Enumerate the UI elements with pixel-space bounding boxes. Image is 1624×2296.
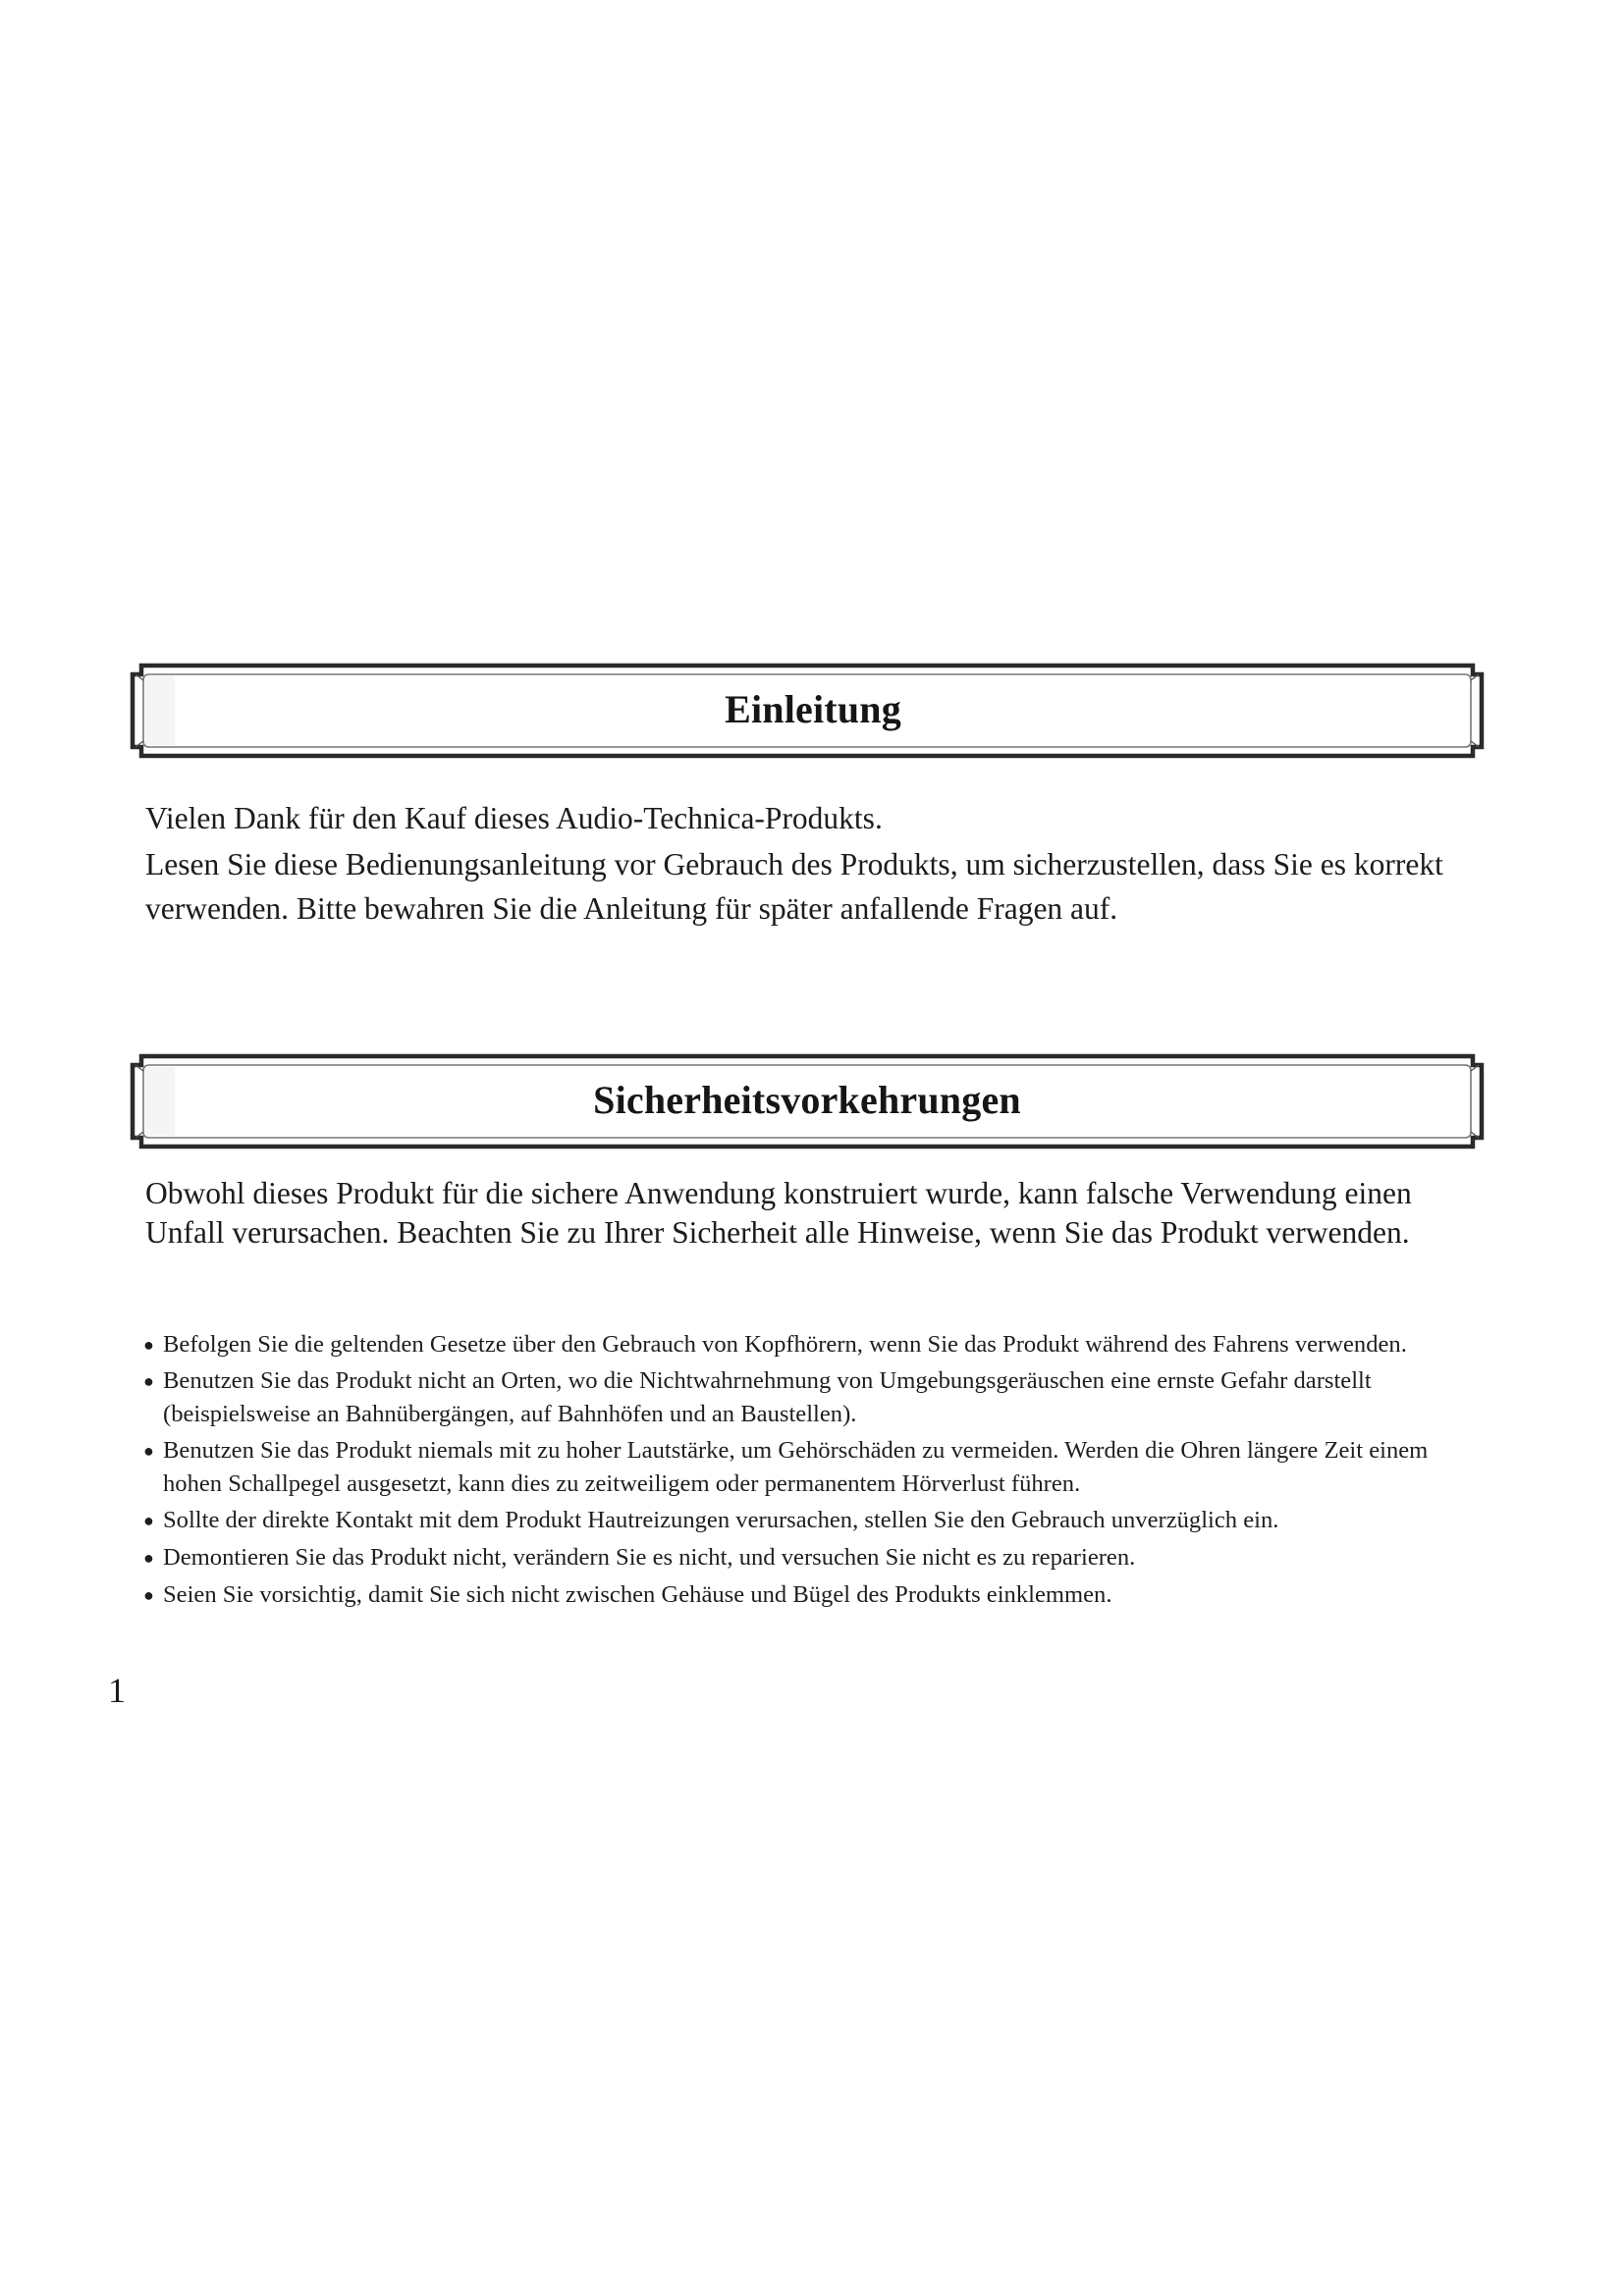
bullet-text: Seien Sie vorsichtig, damit Sie sich nicht zwischen Gehäuse und Bügel des Produkts einklemmen. — [163, 1581, 1112, 1608]
intro-thanks-text: Vielen Dank für den Kauf dieses Audio-Technica-Produkts. — [145, 801, 883, 835]
bullet-icon: ● — [143, 1511, 154, 1530]
list-item — [143, 1504, 1489, 1537]
safety-heading-banner — [130, 1053, 1485, 1149]
intro-heading-banner — [130, 663, 1485, 759]
bullet-text: Benutzen Sie das Produkt niemals mit zu hoher Lautstärke, um Gehörschäden zu vermeiden. Werden die Ohren längere Zeit einem hohen Schallpegel ausgesetzt, kann dies zu zeitweiligem oder permanentem Hörverlust führen. — [163, 1437, 1429, 1497]
bullet-text: Sollte der direkte Kontakt mit dem Produkt Hautreizungen verursachen, stellen Sie den Gebrauch unverzüglich ein. — [163, 1507, 1279, 1533]
bullet-text: Benutzen Sie das Produkt nicht an Orten, wo die Nichtwahrnehmung von Umgebungsgeräuschen eine ernste Gefahr darstellt (beispielsweise an Bahnübergängen, auf Bahnhöfen und an Baustellen). — [163, 1367, 1372, 1427]
page-number: 1 — [108, 1671, 126, 1710]
bullet-text: Demontieren Sie das Produkt nicht, verändern Sie es nicht, und versuchen Sie nicht es zu reparieren. — [163, 1544, 1136, 1571]
bullet-icon: ● — [143, 1585, 154, 1605]
safety-bullet-list — [143, 1328, 1489, 1612]
bullet-icon: ● — [143, 1441, 154, 1461]
intro-instructions-text: Lesen Sie diese Bedienungsanleitung vor Gebrauch des Produkts, um sicherzustellen, dass Sie es korrekt verwenden. Bitte bewahren Sie die Anleitung für später anfallende Fragen auf. — [145, 847, 1443, 926]
bullet-icon: ● — [143, 1371, 154, 1391]
bullet-icon: ● — [143, 1335, 154, 1355]
list-item — [143, 1434, 1489, 1501]
intro-title: Einleitung — [725, 687, 901, 731]
list-item — [143, 1578, 1489, 1612]
list-item — [143, 1364, 1489, 1431]
safety-intro-text: Obwohl dieses Produkt für die sichere Anwendung konstruiert wurde, kann falsche Verwendung einen Unfall verursachen. Beachten Sie zu Ihrer Sicherheit alle Hinweise, wenn Sie das Produkt verwenden. — [145, 1176, 1412, 1250]
safety-title: Sicherheitsvorkehrungen — [593, 1078, 1021, 1122]
bullet-icon: ● — [143, 1548, 154, 1568]
list-item — [143, 1328, 1489, 1362]
list-item — [143, 1541, 1489, 1575]
bullet-text: Befolgen Sie die geltenden Gesetze über den Gebrauch von Kopfhörern, wenn Sie das Produkt während des Fahrens verwenden. — [163, 1331, 1407, 1358]
